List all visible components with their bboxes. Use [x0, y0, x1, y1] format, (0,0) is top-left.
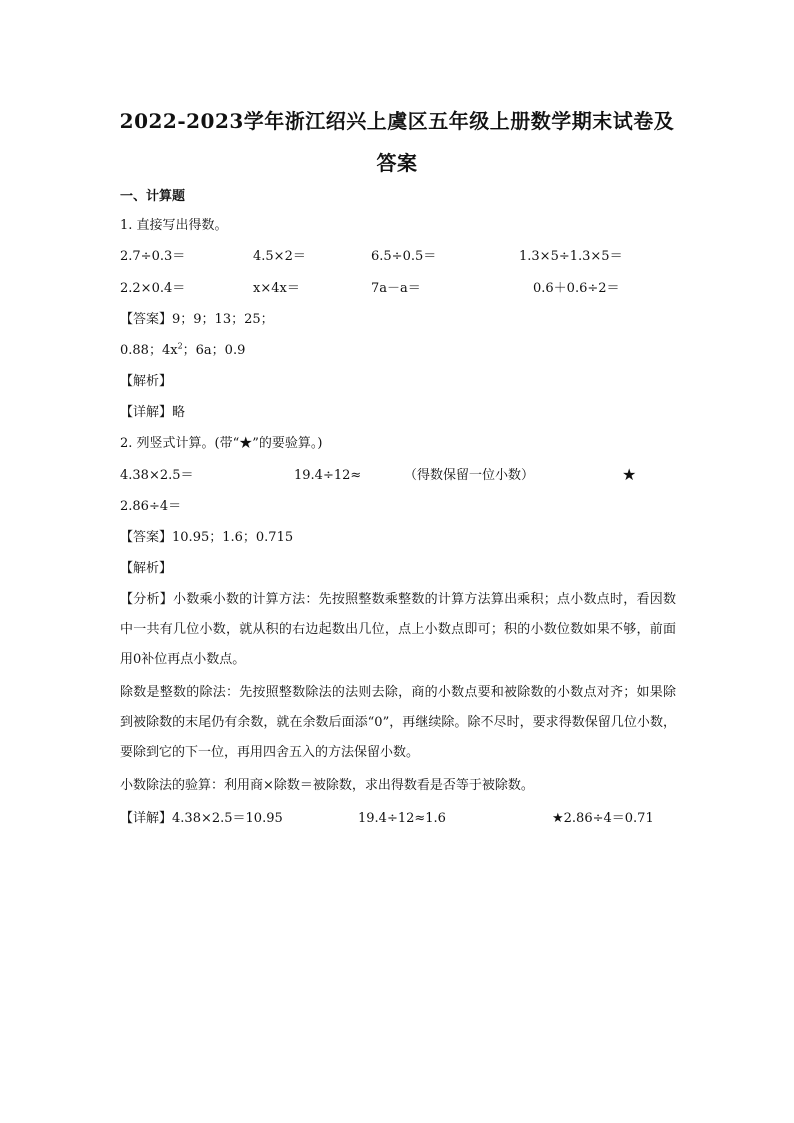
detail-label: 【详解】	[120, 405, 173, 420]
q2-analysis-paragraph-2: 除数是整数的除法：先按照整数除法的法则去除，商的小数点要和被除数的小数点对齐；如果除到被除数的末尾仍有余数，就在余数后面添“0”，再继续除。除不尽时，要求得数保留几位小数，要除到它的下一位，再用四舍五入的方法保留小数。	[120, 685, 676, 760]
analysis-tag: 【分析】	[120, 592, 173, 607]
q2-expression: 2.86÷4＝	[120, 499, 182, 514]
q1-expression: 2.2×0.4＝	[120, 281, 186, 296]
q1-detail	[120, 406, 185, 419]
answer-text: ；6a；0.9	[182, 343, 246, 358]
question-2-prompt: 2. 列竖式计算。(带“★”的要验算。)	[120, 436, 323, 451]
q1-expression: 6.5÷0.5＝	[371, 249, 437, 264]
q2-analysis-paragraph-3: 小数除法的验算：利用商×除数＝被除数，求出得数看是否等于被除数。	[120, 778, 534, 793]
q2-detail-item: ★2.86÷4＝0.71	[552, 811, 654, 826]
q1-analysis-label: 【解析】	[120, 374, 173, 389]
answer-text: 9；9；13；25；	[172, 312, 274, 327]
q1-answer	[120, 313, 274, 326]
answer-text: 0.88；4x	[120, 343, 178, 358]
q2-answer	[120, 531, 293, 544]
detail-label: 【详解】	[120, 811, 173, 826]
q1-expression: 4.5×2＝	[253, 249, 306, 264]
q1-expression: 1.3×5÷1.3×5＝	[519, 249, 623, 264]
q1-expression: 7a－a＝	[371, 281, 421, 296]
q2-expression: 4.38×2.5＝	[120, 468, 194, 483]
q1-answer-continued	[120, 341, 246, 358]
q2-analysis-label: 【解析】	[120, 561, 173, 576]
answer-label: 【答案】	[120, 312, 173, 327]
q1-expression: 0.6＋0.6÷2＝	[533, 281, 620, 296]
answer-text: 10.95；1.6；0.715	[172, 530, 294, 545]
star-icon: ★	[622, 465, 637, 484]
detail-text: 4.38×2.5＝10.95	[172, 811, 283, 826]
q2-analysis-paragraph-1	[120, 585, 676, 675]
document-title-line1: 2022-2023学年浙江绍兴上虞区五年级上册数学期末试卷及	[119, 109, 675, 133]
document-title-line2: 答案	[376, 151, 418, 175]
question-1-prompt: 1. 直接写出得数。	[120, 218, 228, 233]
section-heading-calculation: 一、计算题	[120, 189, 186, 204]
detail-text: 略	[172, 405, 186, 420]
q2-detail-item: 19.4÷12≈1.6	[358, 811, 446, 826]
q1-expression: x×4x＝	[253, 281, 300, 296]
answer-label: 【答案】	[120, 530, 173, 545]
q2-detail	[120, 812, 283, 825]
analysis-text: 小数乘小数的计算方法：先按照整数乘整数的计算方法算出乘积；点小数点时，看因数中一共有几位小数，就从积的右边起数出几位，点上小数点即可；积的小数位数如果不够，前面用0补位再点小数点。	[120, 592, 676, 667]
exponent: 2	[177, 341, 183, 351]
q1-expression: 2.7÷0.3＝	[120, 249, 186, 264]
q2-expression: 19.4÷12≈	[294, 468, 362, 483]
q2-note: （得数保留一位小数）	[404, 468, 535, 483]
